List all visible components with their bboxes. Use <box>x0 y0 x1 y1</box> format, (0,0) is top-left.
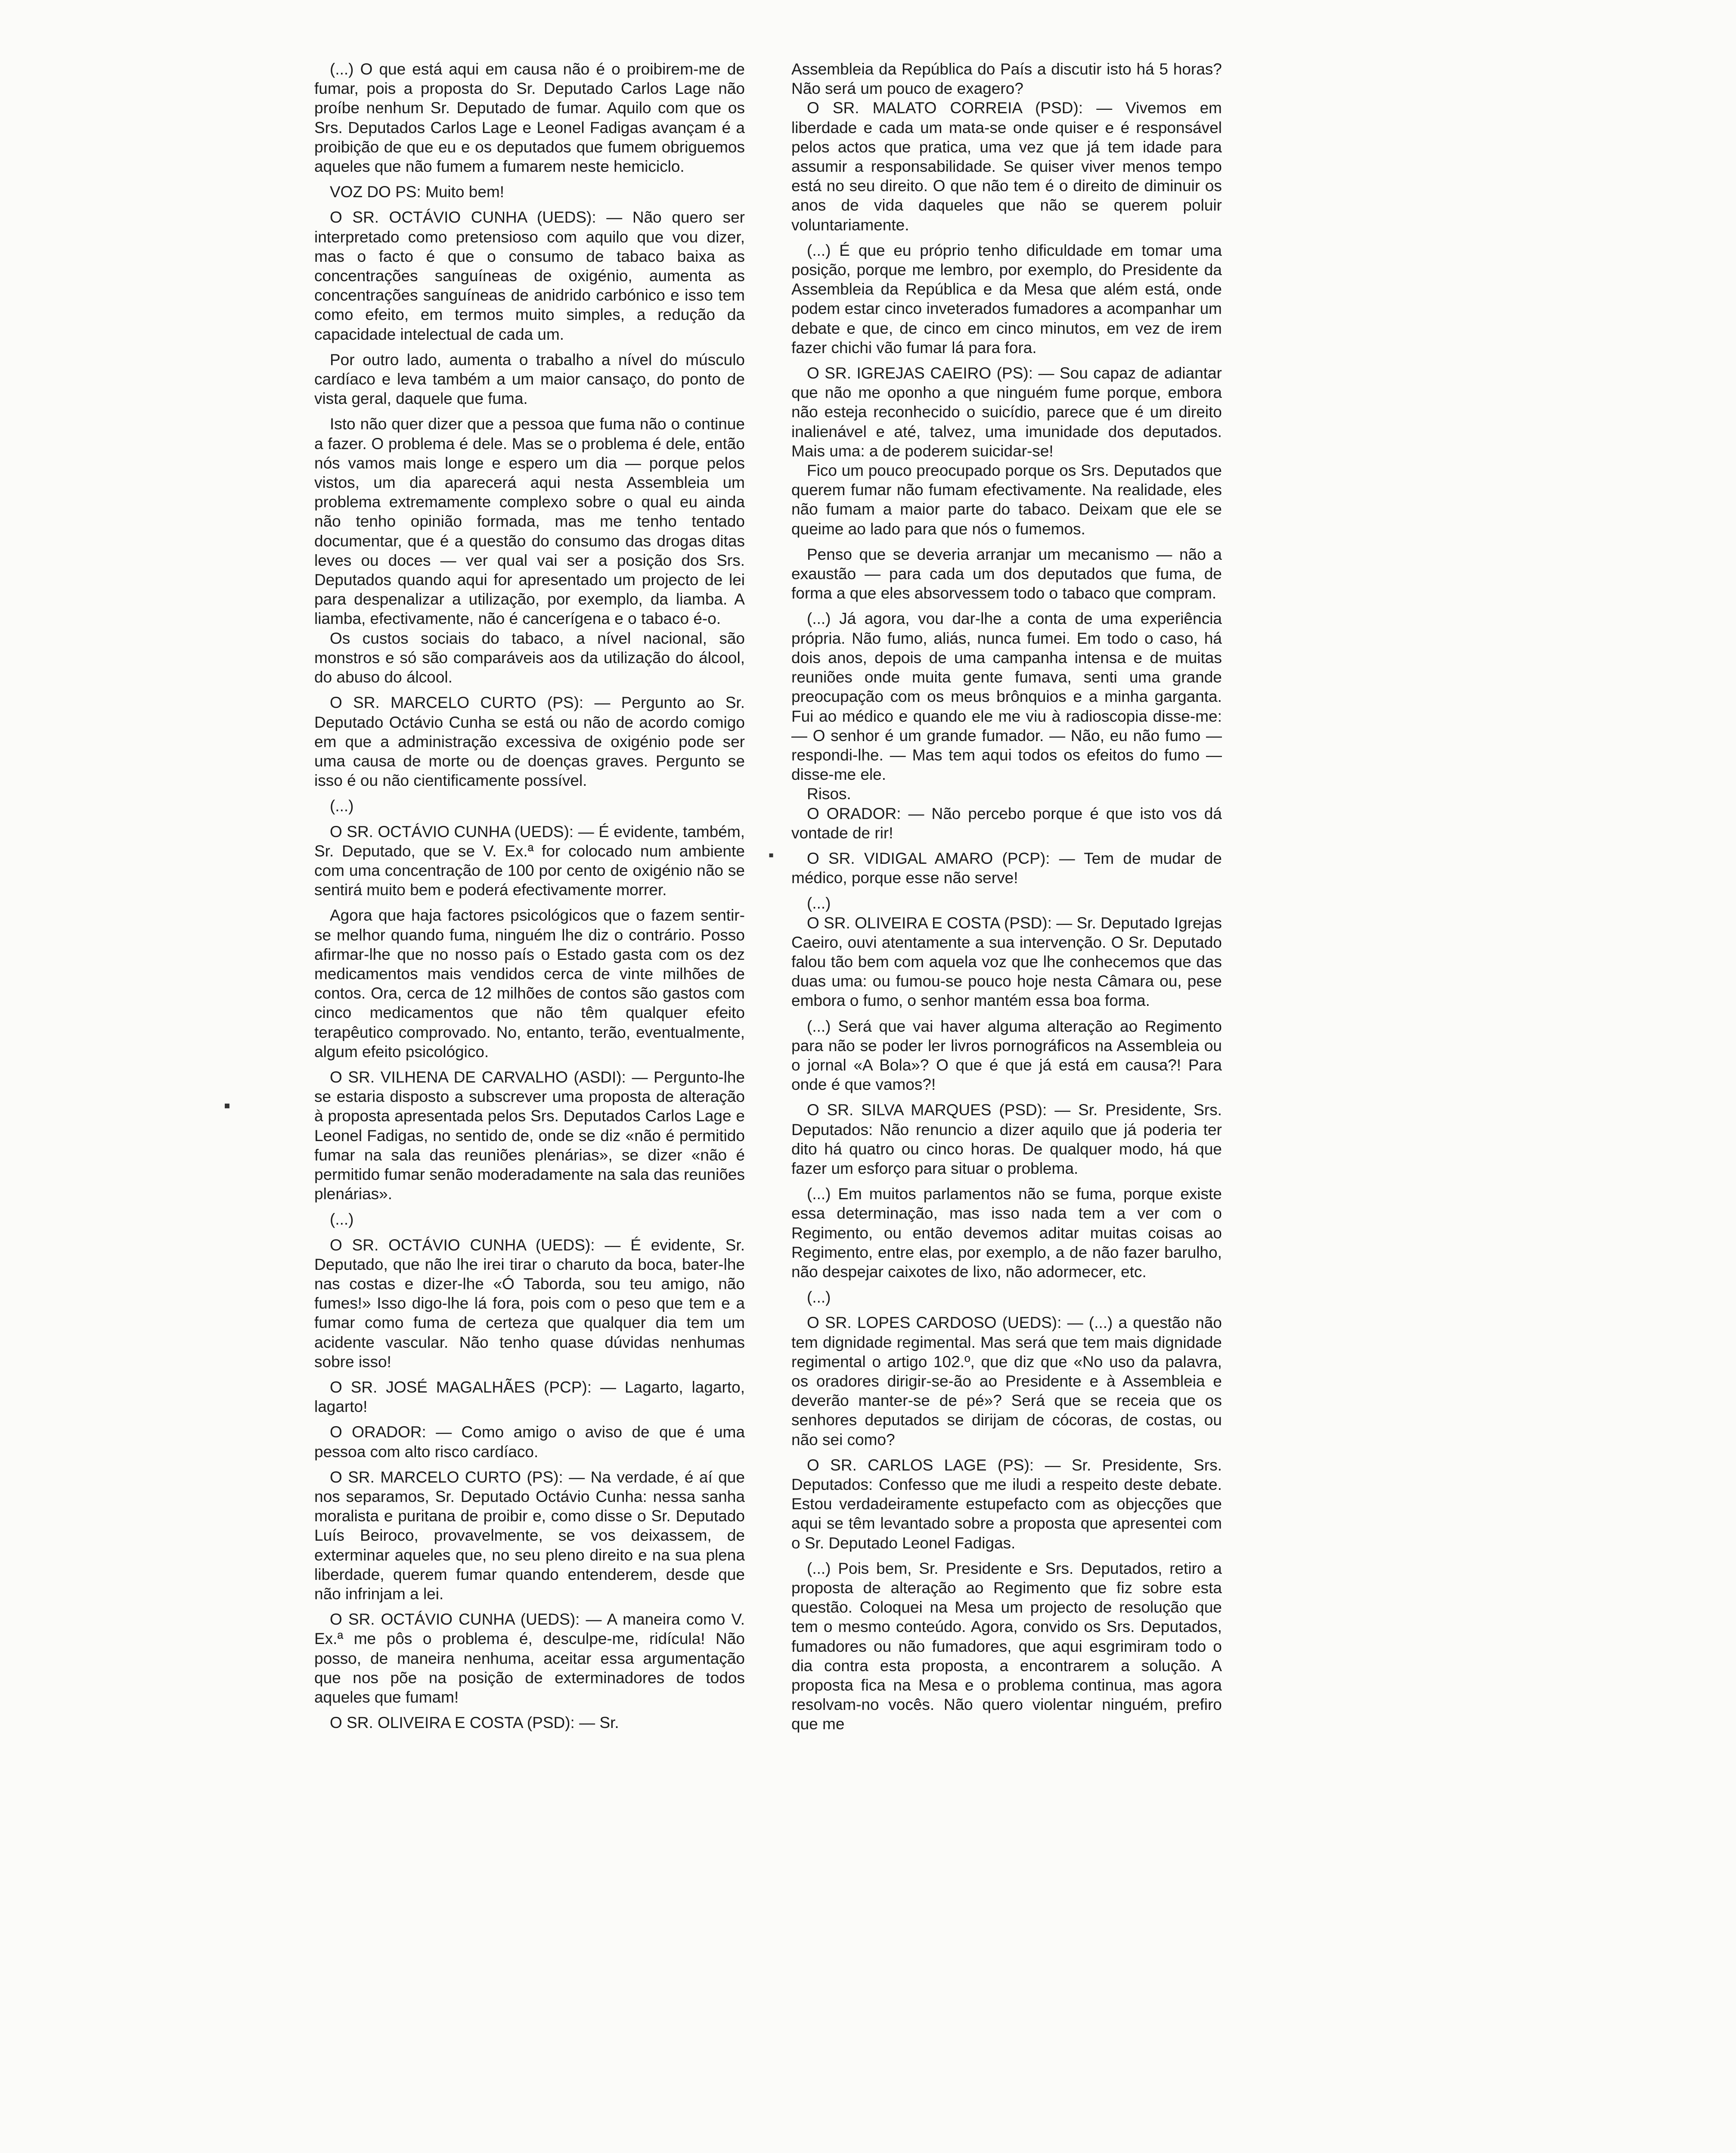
paragraph: O SR. OCTÁVIO CUNHA (UEDS): — A maneira como V. Ex.ª me pôs o problema é, desculpe-me, ridícula! Não posso, de maneira nenhuma, aceitar essa argumentação que nos põe na posição de exterminadores de todos aqueles que fumam! <box>314 1610 745 1706</box>
paragraph: (...) <box>330 1210 354 1229</box>
scan-speck: ▪ <box>769 850 774 859</box>
paragraph: O SR. LOPES CARDOSO (UEDS): — (...) a questão não tem dignidade regimental. Mas será que tem mais dignidade regimental o artigo 102.º, que diz que «No uso da palavra, os oradores dirigir-se-ão ao Presidente e à Assembleia e deverão manter-se de pé»? Será que se receia que os senhores deputados se dirijam de cócoras, de costas, ou não sei como? <box>791 1314 1222 1449</box>
paragraph: O SR. MALATO CORREIA (PSD): — Vivemos em liberdade e cada um mata-se onde quiser e é responsável pelos actos que pratica, uma vez que já tem idade para assumir a responsabilidade. Se quiser viver menos tempo está no seu direito. O que não tem é o direito de diminuir os anos de vida daqueles que não se querem poluir voluntariamente. <box>791 99 1222 234</box>
paragraph: O SR. OCTÁVIO CUNHA (UEDS): — Não quero ser interpretado como pretensioso com aquilo que vou dizer, mas o facto é que o consumo de tabaco baixa as concentrações sanguíneas de oxigénio, aumenta as concentrações sanguíneas de anidrido carbónico e isso tem como efeito, em termos muito simples, a redução da capacidade intelectual de cada um. <box>314 208 745 343</box>
paragraph: O SR. CARLOS LAGE (PS): — Sr. Presidente, Srs. Deputados: Confesso que me iludi a respeito deste debate. Estou verdadeiramente estupefacto com as objecções que aqui se têm levantado sobre a proposta que apresentei com o Sr. Deputado Leonel Fadigas. <box>791 1456 1222 1552</box>
paragraph: O SR. OLIVEIRA E COSTA (PSD): — Sr. <box>330 1714 619 1732</box>
paragraph: (...) É que eu próprio tenho dificuldade em tomar uma posição, porque me lembro, por exemplo, do Presidente da Assembleia da República e da Mesa que além está, onde podem estar cinco inveterados fumadores a acompanhar um debate e que, de cinco em cinco minutos, em vez de irem fazer chichi vão fumar lá para fora. <box>791 241 1222 357</box>
paragraph: O SR. OLIVEIRA E COSTA (PSD): — Sr. Deputado Igrejas Caeiro, ouvi atentamente a sua intervenção. O Sr. Deputado falou tão bem com aquela voz que lhe conhecemos que das duas uma: ou fumou-se pouco hoje nesta Câmara ou, pese embora o fumo, o senhor mantém essa boa forma. <box>791 914 1222 1010</box>
paragraph: O SR. OCTÁVIO CUNHA (UEDS): — É evidente, Sr. Deputado, que não lhe irei tirar o charuto da boca, bater-lhe nas costas e dizer-lhe «Ó Taborda, sou teu amigo, não fumes!» Isso digo-lhe lá fora, pois com o peso que tem e a fumar como fuma de certeza que qualquer dia tem um acidente vascular. Não tenho quase dúvidas nenhumas sobre isso! <box>314 1236 745 1371</box>
paragraph: (...) <box>330 797 354 815</box>
paragraph: Assembleia da República do País a discutir isto há 5 horas? Não será um pouco de exagero? <box>791 60 1222 98</box>
paragraph: O SR. VIDIGAL AMARO (PCP): — Tem de mudar de médico, porque esse não serve! <box>791 849 1222 887</box>
paragraph: O SR. IGREJAS CAEIRO (PS): — Sou capaz de adiantar que não me oponho a que ninguém fume porque, embora não esteja reconhecido o suicídio, parece que é um direito inalienável e até, talvez, uma imunidade dos deputados. Mais uma: a de poderem suicidar-se! <box>791 364 1222 460</box>
paragraph: (...) Já agora, vou dar-lhe a conta de uma experiência própria. Não fumo, aliás, nunca fumei. Em todo o caso, há dois anos, depois de uma campanha intensa e de muitas reuniões onde muita gente fumava, senti uma grande preocupação com os meus brônquios e a minha garganta. Fui ao médico e quando ele me viu à radioscopia disse-me: — O senhor é um grande fumador. — Não, eu não fumo — respondi-lhe. — Mas tem aqui todos os efeitos do fumo — disse-me ele. <box>791 610 1222 784</box>
paragraph: VOZ DO PS: Muito bem! <box>330 183 505 201</box>
paragraph: Agora que haja factores psicológicos que o fazem sentir-se melhor quando fuma, ninguém lhe diz o contrário. Posso afirmar-lhe que no nosso país o Estado gasta com os dez medicamentos mais vendidos cerca de vinte milhões de contos. Ora, cerca de 12 milhões de contos são gastos com cinco medicamentos que não têm qualquer efeito terapêutico comprovado. No, entanto, terão, eventualmente, algum efeito psicológico. <box>314 906 745 1061</box>
paragraph: O ORADOR: — Não percebo porque é que isto vos dá vontade de rir! <box>791 804 1222 842</box>
paragraph: Fico um pouco preocupado porque os Srs. Deputados que querem fumar não fumam efectivamente. Na realidade, eles não fumam a maior parte do tabaco. Deixam que ele se queime ao lado para que nós o fumemos. <box>791 462 1222 538</box>
paragraph: (...) <box>807 1288 831 1306</box>
paragraph: O SR. MARCELO CURTO (PS): — Pergunto ao Sr. Deputado Octávio Cunha se está ou não de acordo comigo em que a administração excessiva de oxigénio pode ser uma causa de morte ou de doenças graves. Pergunto se isso é ou não cientificamente possível. <box>314 694 745 790</box>
paragraph: Risos. <box>807 785 851 803</box>
left-text-column <box>314 59 745 1732</box>
right-text-column <box>791 59 1222 2083</box>
paragraph: (...) <box>807 894 831 912</box>
paragraph: Isto não quer dizer que a pessoa que fuma não o continue a fazer. O problema é dele. Mas se o problema é dele, então nós vamos mais longe e espero um dia — porque pelos vistos, um dia aparecerá aqui nesta Assembleia um problema extremamente complexo sobre o qual eu ainda não tenho opinião formada, mas me tenho tentado documentar, que é a questão do consumo das drogas ditas leves ou doces — ver qual vai ser a posição dos Srs. Deputados quando aqui for apresentado um projecto de lei para despenalizar a utilização, por exemplo, da liamba. A liamba, efectivamente, não é cancerígena e o tabaco é-o. <box>314 415 745 628</box>
paragraph: Penso que se deveria arranjar um mecanismo — não a exaustão — para cada um dos deputados que fuma, de forma a que eles absorvessem todo o tabaco que compram. <box>791 545 1222 602</box>
paragraph: O SR. VILHENA DE CARVALHO (ASDI): — Pergunto-lhe se estaria disposto a subscrever uma proposta de alteração à proposta apresentada pelos Srs. Deputados Carlos Lage e Leonel Fadigas, no sentido de, onde se diz «não é permitido fumar na sala das reuniões plenárias», se dizer «não é permitido fumar senão moderadamente na sala das reuniões plenárias». <box>314 1068 745 1203</box>
paragraph: Por outro lado, aumenta o trabalho a nível do músculo cardíaco e leva também a um maior cansaço, do ponto de vista geral, daquele que fuma. <box>314 351 745 408</box>
paragraph: O ORADOR: — Como amigo o aviso de que é uma pessoa com alto risco cardíaco. <box>314 1423 745 1461</box>
paragraph: (...) Será que vai haver alguma alteração ao Regimento para não se poder ler livros pornográficos na Assembleia ou o jornal «A Bola»? O que é que já está em causa?! Para onde é que vamos?! <box>791 1017 1222 1094</box>
paragraph: O SR. MARCELO CURTO (PS): — Na verdade, é aí que nos separamos, Sr. Deputado Octávio Cunha: nessa sanha moralista e puritana de proibir e, como disse o Sr. Deputado Luís Beiroco, provavelmente, se vos deixassem, de exterminar aqueles que, no seu pleno direito e na sua plena liberdade, querem fumar quando entenderem, desde que não infrinjam a lei. <box>314 1468 745 1603</box>
paragraph: (...) O que está aqui em causa não é o proibirem-me de fumar, pois a proposta do Sr. Deputado Carlos Lage não proíbe nenhum Sr. Deputado de fumar. Aquilo com que os Srs. Deputados Carlos Lage e Leonel Fadigas avançam é a proibição de que eu e os deputados que fumem obriguemos aqueles que não fumem a fumarem neste hemiciclo. <box>314 60 745 176</box>
scan-speck: ▪ <box>224 1100 230 1111</box>
paragraph: Os custos sociais do tabaco, a nível nacional, são monstros e só são comparáveis aos da utilização do álcool, do abuso do álcool. <box>314 629 745 686</box>
paragraph: (...) Em muitos parlamentos não se fuma, porque existe essa determinação, mas isso nada tem a ver com o Regimento, ou então devemos aditar muitas coisas ao Regimento, entre elas, por exemplo, a de não fazer barulho, não despejar caixotes de lixo, não adormecer, etc. <box>791 1185 1222 1281</box>
paragraph: (...) Pois bem, Sr. Presidente e Srs. Deputados, retiro a proposta de alteração ao Regimento que fiz sobre esta questão. Coloquei na Mesa um projecto de resolução que tem o mesmo conteúdo. Agora, convido os Srs. Deputados, fumadores ou não fumadores, que aqui esgrimiram todo o dia contra esta proposta, a encontrarem a solução. A proposta fica na Mesa e o problema continua, mas agora resolvam-no vocês. Não quero violentar ninguém, prefiro que me <box>791 1559 1222 1733</box>
paragraph: O SR. JOSÉ MAGALHÃES (PCP): — Lagarto, lagarto, lagarto! <box>314 1378 745 1416</box>
paragraph: O SR. OCTÁVIO CUNHA (UEDS): — É evidente, também, Sr. Deputado, que se V. Ex.ª for colocado num ambiente com uma concentração de 100 por cento de oxigénio não se sentirá muito bem e poderá efectivamente morrer. <box>314 822 745 899</box>
paragraph: O SR. SILVA MARQUES (PSD): — Sr. Presidente, Srs. Deputados: Não renuncio a dizer aquilo que já poderia ter dito há quatro ou cinco horas. De qualquer modo, há que fazer um esforço para situar o problema. <box>791 1101 1222 1177</box>
